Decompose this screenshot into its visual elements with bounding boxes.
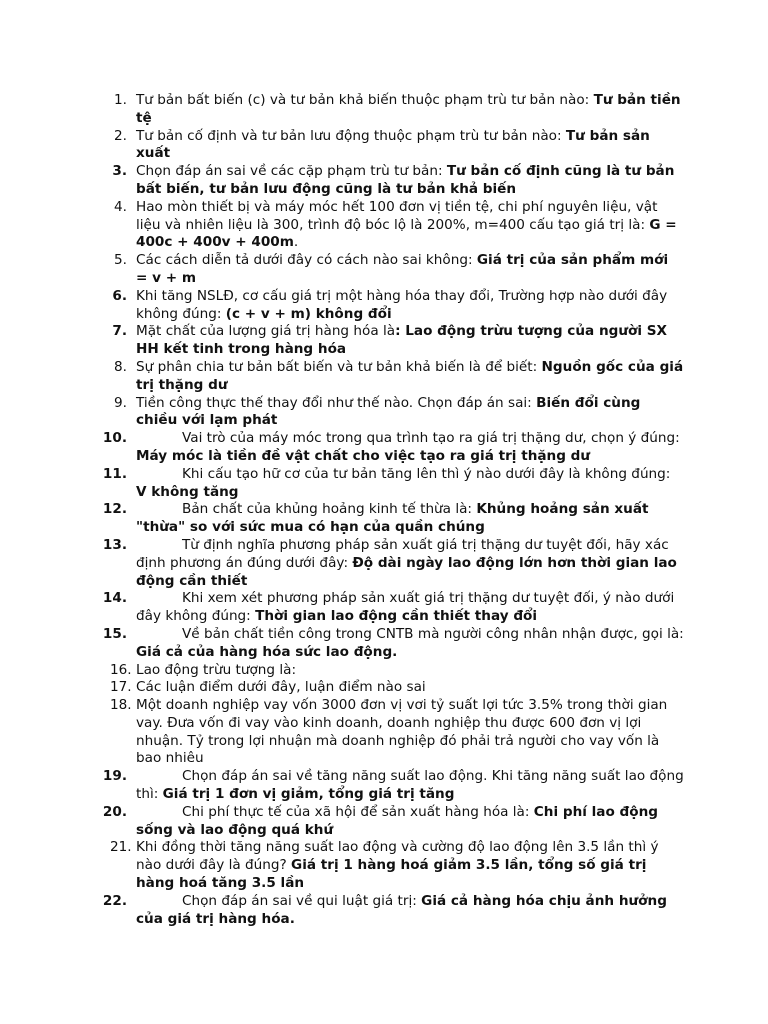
question-text: Một doanh nghiệp vay vốn 3000 đơn vị vơi tỷ suất lợi tức 3.5% trong thời gian vay. Đưa vốn đi vay vào kinh doanh, doanh nghiệp thu được 600 đơn vị lợi nhuận. Tỷ trong lợi nhuận mà doanh nghiệp đó phải trả người cho vay vốn là bao nhiêu	[136, 697, 668, 767]
question-number: 22.	[102, 892, 127, 909]
question-number: 13.	[102, 536, 127, 553]
question-item	[102, 430, 684, 466]
question-text: Chi phí thực tế của xã hội để sản xuất hàng hóa là:	[182, 803, 534, 820]
question-text: Các cách diễn tả dưới đây có cách nào sai không:	[136, 252, 477, 269]
question-text: Tư bản cố định và tư bản lưu động thuộc phạm trù tư bản nào:	[136, 127, 566, 144]
question-text: Tư bản bất biến (c) và tư bản khả biến thuộc phạm trù tư bản nào:	[136, 92, 594, 108]
question-item	[114, 127, 684, 164]
answer-text: Giá trị 1 đơn vị giảm, tổng giá trị tăng	[162, 786, 455, 803]
answer-text: Độ dài ngày lao động lớn hơn thời gian lao động cần thiết	[136, 554, 677, 589]
question-number: 21.	[110, 839, 132, 856]
question-text: Vai trò của máy móc trong qua trình tạo ra giá trị thặng dư, chọn ý đúng:	[182, 430, 680, 447]
question-text: Khi đồng thời tăng năng suất lao động và cường độ lao động lên 3.5 lần thì ý nào dưới đây là đúng?	[136, 839, 659, 874]
question-number: 14.	[102, 590, 127, 607]
answer-text: Máy móc là tiền đề vật chất cho việc tạo ra giá trị thặng dư	[136, 447, 591, 464]
answer-text: Biến đổi cùng chiều với lạm phát	[136, 394, 641, 429]
question-item	[102, 501, 684, 537]
question-number: 8.	[114, 358, 127, 375]
question-item	[114, 252, 684, 288]
question-number: 16.	[110, 661, 132, 678]
question-text: Sự phân chia tư bản bất biến và tư bản khả biến là để biết:	[136, 358, 542, 375]
question-item	[102, 625, 684, 662]
question-text: Bản chất của khủng hoảng kinh tế thừa là:	[182, 501, 477, 518]
question-number: 20.	[102, 803, 127, 820]
answer-text: Tư bản tiền tệ	[136, 92, 681, 126]
question-item	[114, 92, 684, 128]
question-text: Khi tăng NSLĐ, cơ cấu giá trị một hàng hóa thay đổi, Trường hợp nào dưới đây không đúng:	[136, 287, 668, 322]
question-item	[112, 323, 684, 359]
question-item	[112, 287, 684, 324]
question-number: 1.	[114, 92, 127, 108]
answer-text: Giá cả của hàng hóa sức lao động.	[136, 643, 398, 660]
question-number: 6.	[112, 287, 127, 304]
question-number: 15.	[102, 625, 127, 642]
question-item	[102, 768, 684, 804]
question-item	[114, 394, 684, 431]
document-page	[0, 92, 768, 928]
question-text: Chọn đáp án sai về qui luật giá trị:	[182, 892, 422, 909]
question-text: Từ định nghĩa phương pháp sản xuất giá trị thặng dư tuyệt đối, hãy xác định phương án đúng dưới đây:	[136, 536, 669, 571]
answer-text: G = 400c + 400v + 400m	[136, 216, 677, 251]
question-number: 9.	[114, 394, 127, 411]
answer-text: (c + v + m) không đổi	[225, 305, 392, 322]
answer-text: Nguồn gốc của giá trị thặng dư	[136, 358, 684, 393]
question-item	[114, 358, 684, 395]
question-number: 19.	[102, 768, 127, 785]
question-item	[110, 697, 684, 768]
question-item	[110, 661, 684, 680]
question-item	[102, 465, 684, 502]
answer-text: Thời gian lao động cần thiết thay đổi	[255, 608, 538, 625]
question-item	[102, 803, 684, 840]
question-text: Các luận điểm dưới đây, luận điểm nào sai	[136, 679, 426, 696]
question-item	[110, 679, 684, 697]
question-item	[102, 536, 684, 590]
question-text: Hao mòn thiết bị và máy móc hết 100 đơn vị tiền tệ, chi phí nguyên liệu, vật liệu và nhiên liệu là 300, trình độ bóc lộ là 200%, m=400 cấu tạo giá trị là:	[136, 198, 658, 233]
question-item	[114, 198, 684, 252]
question-text: Lao động trừu tượng là:	[136, 661, 297, 678]
answer-text: Chi phí lao động sống và lao động quá khứ	[136, 803, 659, 838]
question-number: 12.	[102, 501, 127, 518]
question-text: Mặt chất của lượng giá trị hàng hóa là	[136, 323, 396, 340]
question-number: 2.	[114, 127, 127, 144]
question-item	[102, 892, 684, 929]
answer-text: : Lao động trừu tượng của người SX HH kết tinh trong hàng hóa	[136, 323, 668, 358]
question-item	[112, 163, 684, 199]
answer-tail: .	[293, 234, 299, 251]
question-text: Chọn đáp án sai về các cặp phạm trù tư bản:	[136, 163, 447, 180]
question-text: Khi xem xét phương pháp sản xuất giá trị thặng dư tuyệt đối, ý nào dưới đây không đúng:	[136, 590, 675, 625]
question-text: Tiền công thực thế thay đổi như thế nào. Chọn đáp án sai:	[136, 394, 537, 411]
question-text: Về bản chất tiền công trong CNTB mà người công nhân nhận được, gọi là:	[182, 625, 684, 642]
question-number: 17.	[110, 679, 132, 696]
question-number: 18.	[110, 697, 132, 714]
question-number: 5.	[114, 252, 127, 269]
question-text: Chọn đáp án sai về tăng năng suất lao động. Khi tăng năng suất lao động thì:	[136, 768, 684, 803]
answer-text: Giá trị của sản phẩm mới = v + m	[136, 252, 669, 286]
question-number: 4.	[114, 198, 127, 215]
answer-text: Khủng hoảng sản xuất "thừa" so với sức mua có hạn của quần chúng	[136, 501, 649, 536]
question-number: 3.	[112, 163, 127, 180]
answer-text: Tư bản cố định cũng là tư bản bất biến, tư bản lưu động cũng là tư bản khả biến	[136, 163, 675, 197]
question-number: 10.	[102, 430, 127, 447]
question-item	[102, 590, 684, 626]
question-number: 7.	[112, 323, 127, 340]
question-number: 11.	[102, 465, 127, 482]
answer-text: V không tăng	[136, 483, 239, 500]
question-item	[110, 839, 684, 892]
question-text: Khi cấu tạo hữ cơ của tư bản tăng lên thì ý nào dưới đây là không đúng:	[182, 465, 671, 482]
answer-text: Tư bản sản xuất	[136, 127, 650, 162]
answer-text: Giá trị 1 hàng hoá giảm 3.5 lần, tổng số giá trị hàng hoá tăng 3.5 lần	[136, 857, 647, 892]
answer-text: Giá cả hàng hóa chịu ảnh hưởng của giá trị hàng hóa.	[136, 892, 667, 927]
